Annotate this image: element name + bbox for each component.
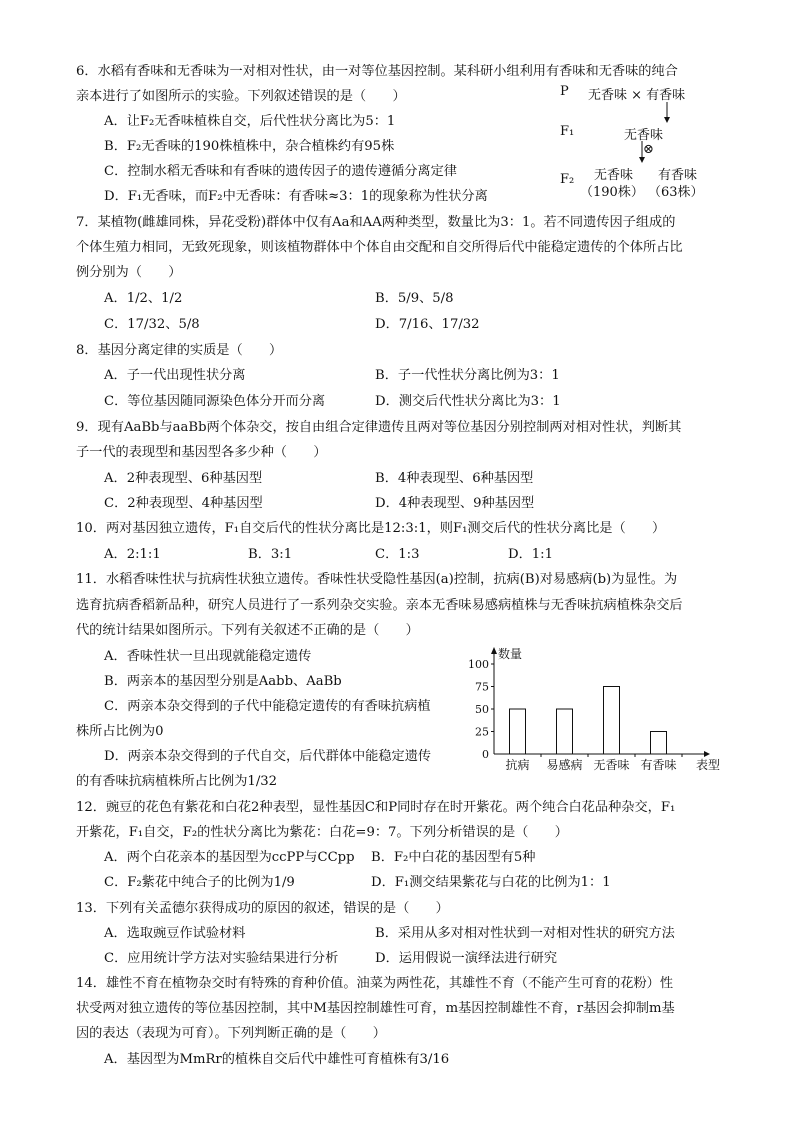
- q11-stem-line2: 选育抗病香稻新品种，研究人员进行了一系列杂交实验。亲本无香味易感病植株与无香味抗病植株杂交后: [76, 598, 683, 613]
- bar-无香味: [604, 687, 620, 755]
- q8-stem: 8．基因分离定律的实质是（ ）: [76, 343, 283, 358]
- q7-option-d: D．7/16、17/32: [375, 317, 480, 332]
- x-axis-arrow: [704, 751, 710, 757]
- q13-option-a: A．选取豌豆作试验材料: [104, 926, 246, 941]
- q7-option-c: C．17/32、5/8: [104, 317, 200, 332]
- q10-option-c: C．1:3: [375, 547, 420, 562]
- phenotype-bar-chart: [458, 644, 720, 774]
- q9-stem-line2: 子一代的表现型和基因型各多少种（ ）: [76, 445, 327, 460]
- chart-svg: [458, 644, 720, 774]
- q12-option-a: A．两个白花亲本的基因型为ccPP与CCpp: [104, 850, 355, 865]
- q8-option-d: D．测交后代性状分离比为3：1: [375, 394, 561, 409]
- y-tick-label: 100: [468, 658, 489, 671]
- bar-有香味: [651, 732, 667, 755]
- q14-option-a: A．基因型为MmRr的植株自交后代中雄性可育植株有3/16: [104, 1052, 450, 1067]
- q11-option-b: B．两亲本的基因型分别是Aabb、AaBb: [104, 674, 342, 689]
- diagram-selfing-symbol: ⊗: [643, 142, 654, 157]
- q7-option-b: B．5/9、5/8: [375, 291, 454, 306]
- q10-stem: 10．两对基因独立遗传，F₁自交后代的性状分离比是12:3:1，则F₁测交后代的性状分离比是（ ）: [76, 521, 666, 536]
- q12-option-d: D．F₁测交结果紫花与白花的比例为1：1: [371, 875, 611, 890]
- q11-option-a: A．香味性状一旦出现就能稳定遗传: [104, 649, 312, 664]
- q12-option-b: B．F₂中白花的基因型有5种: [371, 850, 536, 865]
- q11-option-d-line2: 的有香味抗病植株所占比例为1/32: [76, 774, 278, 789]
- y-tick-label: 50: [475, 703, 489, 716]
- diagram-p-label: P: [560, 84, 569, 99]
- q11-option-c-line1: C．两亲本杂交得到的子代中能稳定遗传的有香味抗病植: [104, 699, 431, 714]
- q10-option-b: B．3:1: [248, 547, 293, 562]
- diagram-f2-fragrance: 有香味: [658, 168, 698, 183]
- q12-option-c: C．F₂紫花中纯合子的比例为1/9: [104, 875, 295, 890]
- q11-stem-line1: 11．水稻香味性状与抗病性状独立遗传。香味性状受隐性基因(a)控制，抗病(B)对易感病(b)为显性。为: [76, 572, 678, 587]
- diagram-arrow-1: [662, 102, 672, 124]
- y-axis-title: 数量: [498, 647, 523, 661]
- x-tick-label: 有香味: [640, 758, 677, 772]
- q14-stem-line3: 因的表达（表现为可育）。下列判断正确的是（ ）: [76, 1026, 386, 1041]
- q6-option-a: A．让F₂无香味植株自交，后代性状分离比为5：1: [104, 114, 396, 129]
- diagram-f1-label: F₁: [560, 124, 575, 139]
- q8-option-a: A．子一代出现性状分离: [104, 368, 246, 383]
- q9-option-d: D．4种表现型、9种基因型: [375, 496, 535, 511]
- q8-option-c: C．等位基因随同源染色体分开而分离: [104, 394, 326, 409]
- diagram-parent-cross: 无香味 × 有香味: [588, 88, 686, 103]
- q7-stem-line1: 7．某植物(雌雄同株，异花受粉)群体中仅有Aa和AA两种类型，数量比为3：1。若不同遗传因子组成的: [76, 215, 676, 230]
- cross-diagram: [558, 84, 738, 204]
- x-tick-label: 易感病: [546, 758, 583, 772]
- q13-option-b: B．采用从多对相对性状到一对相对性状的研究方法: [375, 926, 675, 941]
- q9-option-c: C．2种表现型、4种基因型: [104, 496, 263, 511]
- q13-option-d: D．运用假说一演绎法进行研究: [375, 951, 558, 966]
- diagram-f2-count-b: （63株）: [648, 185, 704, 200]
- x-tick-label: 无香味: [593, 758, 630, 772]
- q10-option-a: A．2:1:1: [104, 547, 161, 562]
- q12-stem-line2: 开紫花，F₁自交，F₂的性状分离比为紫花：白花=9：7。下列分析错误的是（ ）: [76, 825, 568, 840]
- q10-option-d: D．1:1: [508, 547, 553, 562]
- bar-抗病: [510, 709, 526, 754]
- q11-stem-line3: 代的统计结果如图所示。下列有关叙述不正确的是（ ）: [76, 623, 419, 638]
- y-tick-label: 25: [475, 725, 489, 739]
- q11-option-c-line2: 株所占比例为0: [76, 724, 164, 739]
- q9-option-a: A．2种表现型、6种基因型: [104, 471, 263, 486]
- q13-stem: 13．下列有关孟德尔获得成功的原因的叙述，错误的是（ ）: [76, 901, 449, 916]
- q6-stem-line2: 亲本进行了如图所示的实验。下列叙述错误的是（ ）: [76, 89, 406, 104]
- y-tick-label: 75: [475, 680, 489, 694]
- bar-易感病: [557, 709, 573, 754]
- q11-option-d-line1: D．两亲本杂交得到的子代自交，后代群体中能稳定遗传: [104, 749, 432, 764]
- q8-option-b: B．子一代性状分离比例为3：1: [375, 368, 560, 383]
- q7-stem-line2: 个体生殖力相同，无致死现象，则该植物群体中个体自由交配和自交所得后代中能稳定遗传的个体所占比: [76, 240, 683, 255]
- diagram-f2-count-a: （190株）: [580, 185, 644, 200]
- q12-stem-line1: 12．豌豆的花色有紫花和白花2种表型，显性基因C和P同时存在时开紫花。两个纯合白花品种杂交，F₁: [76, 800, 676, 815]
- q13-option-c: C．应用统计学方法对实验结果进行分析: [104, 951, 339, 966]
- q6-stem-line1: 6．水稻有香味和无香味为一对相对性状，由一对等位基因控制。某科研小组利用有香味和无香味的纯合: [76, 64, 678, 79]
- q14-stem-line2: 状受两对独立遗传的等位基因控制，其中M基因控制雄性可育，m基因控制雄性不育，r基因会抑制m基: [76, 1001, 675, 1016]
- x-tick-label: 抗病: [505, 758, 530, 772]
- x-axis-title: 表型: [695, 758, 720, 772]
- q6-option-b: B．F₂无香味的190株植株中，杂合植株约有95株: [104, 139, 395, 154]
- q7-option-a: A．1/2、1/2: [104, 291, 183, 306]
- diagram-f2-no-fragrance: 无香味: [594, 168, 634, 183]
- y-tick-label: 0: [482, 748, 489, 761]
- q9-stem-line1: 9．现有AaBb与aaBb两个体杂交，按自由组合定律遗传且两对等位基因分别控制两对相对性状，判断其: [76, 420, 682, 435]
- q7-stem-line3: 例分别为（ ）: [76, 265, 182, 280]
- q9-option-b: B．4种表现型、6种基因型: [375, 471, 534, 486]
- diagram-f1-phenotype: 无香味: [624, 128, 664, 143]
- q6-option-c: C．控制水稻无香味和有香味的遗传因子的遗传遵循分离定律: [104, 164, 457, 179]
- diagram-f2-label: F₂: [560, 172, 575, 187]
- q6-option-d: D．F₁无香味，而F₂中无香味：有香味≈3：1的现象称为性状分离: [104, 189, 488, 204]
- q14-stem-line1: 14．雄性不育在植物杂交时有特殊的育种价值。油菜为两性花，其雄性不育（不能产生可育的花粉）性: [76, 976, 674, 991]
- y-axis-arrow: [491, 647, 497, 654]
- diagram-arrow-2: [637, 141, 647, 165]
